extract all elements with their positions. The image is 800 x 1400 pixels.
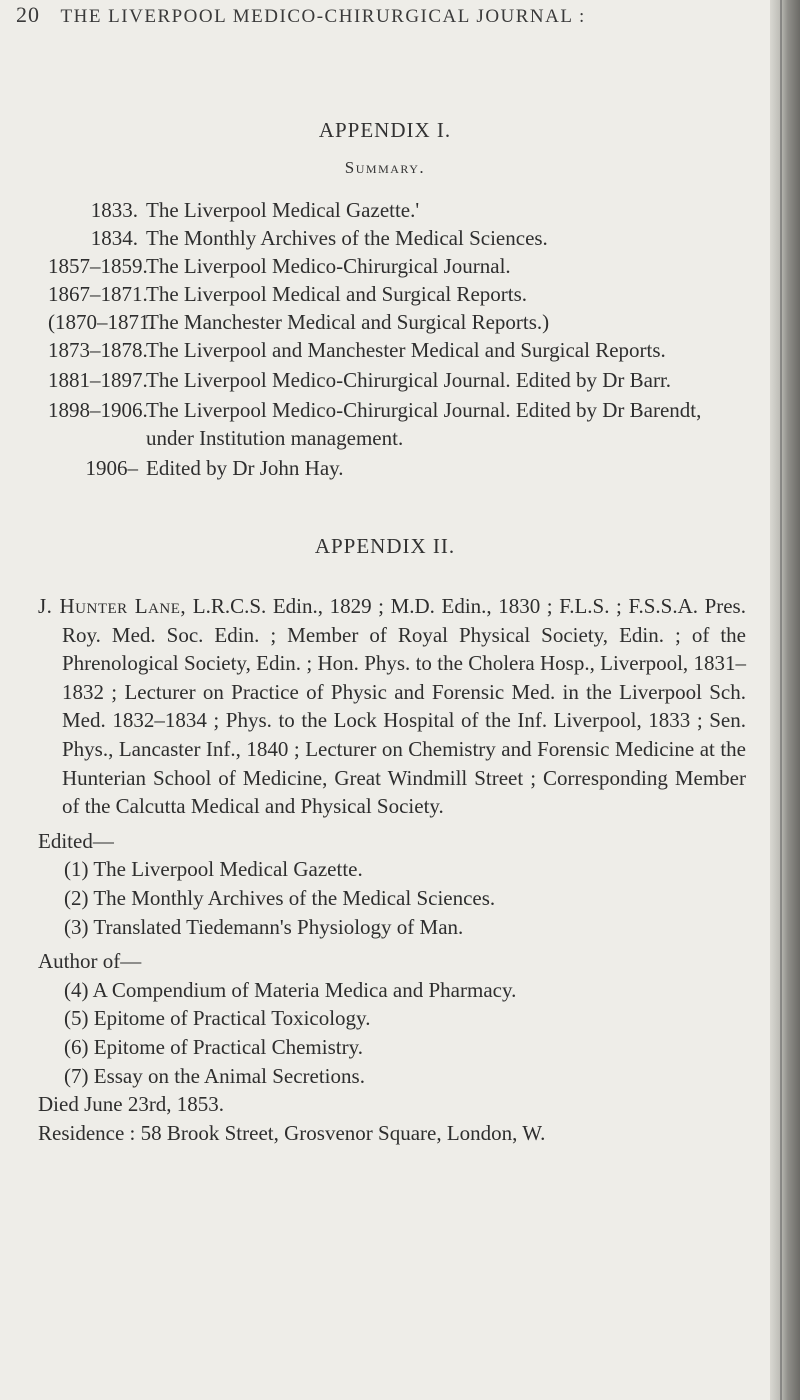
died-line: Died June 23rd, 1853.: [38, 1092, 225, 1117]
timeline-text: The Liverpool Medico-Chirurgical Journal. Edited by Dr Barendt, under Institution management.: [146, 398, 702, 450]
appendix-1-subheading: Summary.: [344, 158, 426, 177]
biography-paragraph: [38, 592, 746, 821]
timeline-entry: [48, 280, 748, 308]
timeline-text: The Manchester Medical and Surgical Reports.): [146, 310, 550, 334]
timeline-years: 1867–1871.: [48, 282, 148, 306]
timeline-years: 1873–1878.: [48, 338, 148, 362]
biography-name: J. Hunter Lane,: [38, 594, 187, 618]
appendix-1-heading: APPENDIX I.: [318, 118, 452, 142]
edited-item: (1) The Liverpool Medical Gazette.: [64, 857, 363, 882]
timeline-text: The Monthly Archives of the Medical Sciences.: [146, 226, 548, 250]
timeline-years: 1898–1906.: [48, 398, 148, 422]
timeline-entry: [48, 336, 748, 364]
timeline-text: The Liverpool Medical and Surgical Reports.: [146, 282, 528, 306]
biography-text: L.R.C.S. Edin., 1829 ; M.D. Edin., 1830 ; F.L.S. ; F.S.S.A. Pres. Roy. Med. Soc. Edin. ; Member of Royal Physical Society, Edin. ; of the Phrenological Society, Edin. ; Hon. Phys. to the Cholera Hosp., Liverpool, 1831–1832 ; Lecturer on Practice of Physic and Forensic Med. in the Liverpool Sch. Med. 1832–1834 ; Phys. to the Lock Hospital of the Inf. Liverpool, 1833 ; Sen. Phys., Lancaster Inf., 1840 ; Lecturer on Chemistry and Forensic Medicine at the Hunterian School of Medicine, Great Windmill Street ; Corresponding Member of the Calcutta Medical and Physical Society.: [62, 594, 746, 819]
author-label: Author of—: [38, 949, 142, 974]
edited-item: (3) Translated Tiedemann's Physiology of Man.: [64, 914, 464, 939]
timeline-text: The Liverpool Medical Gazette.': [146, 198, 420, 222]
edited-label: Edited—: [38, 828, 114, 853]
appendix-2-heading: APPENDIX II.: [314, 534, 456, 558]
timeline-years: (1870–1871.: [48, 310, 155, 334]
timeline-years: 1906–: [85, 456, 138, 480]
timeline-years: 1833.: [90, 198, 138, 222]
edited-list: [38, 855, 746, 941]
timeline-years: 1881–1897.: [48, 368, 148, 392]
timeline-text: The Liverpool Medico-Chirurgical Journal.: [146, 254, 511, 278]
running-header: [16, 2, 586, 28]
timeline-years: 1857–1859.: [48, 254, 148, 278]
edited-item: (2) The Monthly Archives of the Medical Sciences.: [64, 885, 496, 910]
timeline-text: Edited by Dr John Hay.: [146, 456, 344, 480]
appendix-1-timeline: [48, 196, 748, 482]
page-number: 20: [16, 2, 40, 27]
authored-item: (4) A Compendium of Materia Medica and Pharmacy.: [64, 977, 517, 1002]
timeline-text: The Liverpool Medico-Chirurgical Journal. Edited by Dr Barr.: [146, 368, 672, 392]
authored-item: (7) Essay on the Animal Secretions.: [64, 1063, 365, 1088]
authored-item: (5) Epitome of Practical Toxicology.: [64, 1006, 371, 1031]
authored-item: (6) Epitome of Practical Chemistry.: [64, 1034, 363, 1059]
authored-list: [38, 976, 746, 1090]
running-title: THE LIVERPOOL MEDICO-CHIRURGICAL JOURNAL :: [60, 6, 586, 27]
timeline-entry: [48, 454, 748, 482]
appendix-2-biography: [38, 592, 746, 1147]
timeline-text: The Liverpool and Manchester Medical and Surgical Reports.: [146, 338, 666, 362]
timeline-years: 1834.: [90, 226, 138, 250]
timeline-entry: [48, 252, 748, 280]
timeline-entry: [48, 308, 748, 336]
timeline-entry: [48, 396, 748, 452]
residence-line: Residence : 58 Brook Street, Grosvenor Square, London, W.: [38, 1120, 546, 1145]
timeline-entry: [48, 366, 748, 394]
timeline-entry: [48, 224, 748, 252]
timeline-entry: [48, 196, 748, 224]
book-binding-edge: [770, 0, 800, 1400]
